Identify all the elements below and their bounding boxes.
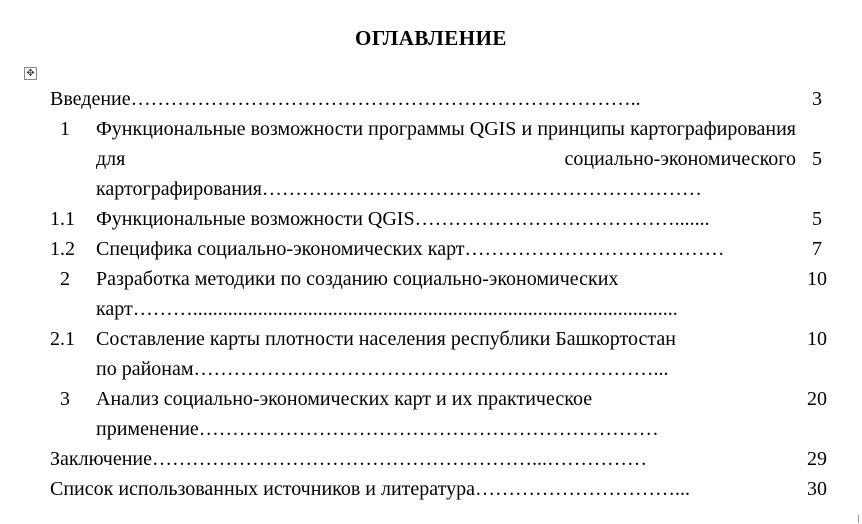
toc-entry-text bbox=[96, 264, 796, 324]
page-title: ОГЛАВЛЕНИЕ bbox=[355, 26, 507, 50]
toc-entry-1-1 bbox=[0, 204, 862, 234]
table-of-contents bbox=[0, 84, 862, 504]
toc-entry-1-2 bbox=[0, 234, 862, 264]
toc-entry-references bbox=[0, 474, 862, 504]
toc-entry-text bbox=[50, 444, 796, 474]
toc-entry-number: 1.2 bbox=[50, 238, 75, 260]
toc-entry-line: Введение………………………………………………………………….. bbox=[50, 88, 641, 110]
toc-entry-2-1 bbox=[0, 324, 862, 384]
toc-entry-line: Функциональные возможности QGIS…………………………………....... bbox=[96, 208, 710, 230]
toc-entry-page: 29 bbox=[807, 448, 827, 470]
toc-entry-page: 10 bbox=[807, 268, 827, 290]
toc-entry-page: 3 bbox=[812, 88, 822, 110]
toc-entry-line: применение…………………………………………………………… bbox=[96, 418, 659, 440]
toc-entry-number: 2 bbox=[60, 268, 70, 290]
toc-entry-1 bbox=[0, 114, 862, 204]
toc-entry-text bbox=[96, 384, 796, 444]
toc-entry-introduction bbox=[0, 84, 862, 114]
toc-entry-text bbox=[50, 84, 796, 114]
toc-entry-text bbox=[96, 204, 796, 234]
toc-entry-3 bbox=[0, 384, 862, 444]
toc-entry-line: Разработка методики по созданию социально-экономических bbox=[96, 268, 619, 290]
toc-entry-number: 1 bbox=[60, 118, 70, 140]
toc-entry-line: Список использованных источников и литература…………………………... bbox=[50, 478, 691, 500]
toc-entry-2 bbox=[0, 264, 862, 324]
toc-entry-text bbox=[96, 234, 796, 264]
toc-entry-line: Заключение…………………………………………………...…………… bbox=[50, 448, 647, 470]
toc-entry-number: 3 bbox=[60, 388, 70, 410]
toc-entry-page: 5 bbox=[812, 208, 822, 230]
toc-entry-number: 2.1 bbox=[50, 328, 75, 350]
toc-entry-page: 20 bbox=[807, 388, 827, 410]
toc-entry-line: Специфика социально-экономических карт………………………………… bbox=[96, 238, 725, 260]
page-corner-mark bbox=[858, 515, 862, 523]
toc-entry-conclusion bbox=[0, 444, 862, 474]
toc-entry-page: 7 bbox=[812, 238, 822, 260]
table-move-handle-icon[interactable]: ✥ bbox=[24, 67, 37, 80]
toc-entry-page: 5 bbox=[812, 148, 822, 170]
toc-entry-number: 1.1 bbox=[50, 208, 75, 230]
toc-entry-line: Анализ социально-экономических карт и их практическое bbox=[96, 388, 593, 410]
toc-entry-page: 10 bbox=[807, 328, 827, 350]
toc-entry-text bbox=[96, 324, 796, 384]
toc-entry-line: карт………................................................................................................. bbox=[96, 298, 678, 320]
toc-entry-line: Функциональные возможности программы QGIS и принципы картографирования для социально-экономического bbox=[96, 118, 796, 170]
toc-entry-line: по районам……………………………………………………………... bbox=[96, 358, 669, 380]
toc-entry-text bbox=[96, 114, 796, 204]
toc-entry-text bbox=[50, 474, 796, 504]
toc-entry-page: 30 bbox=[807, 478, 827, 500]
toc-entry-line: Составление карты плотности населения республики Башкортостан bbox=[96, 328, 676, 350]
toc-entry-line: картографирования………………………………………………………… bbox=[96, 178, 702, 200]
